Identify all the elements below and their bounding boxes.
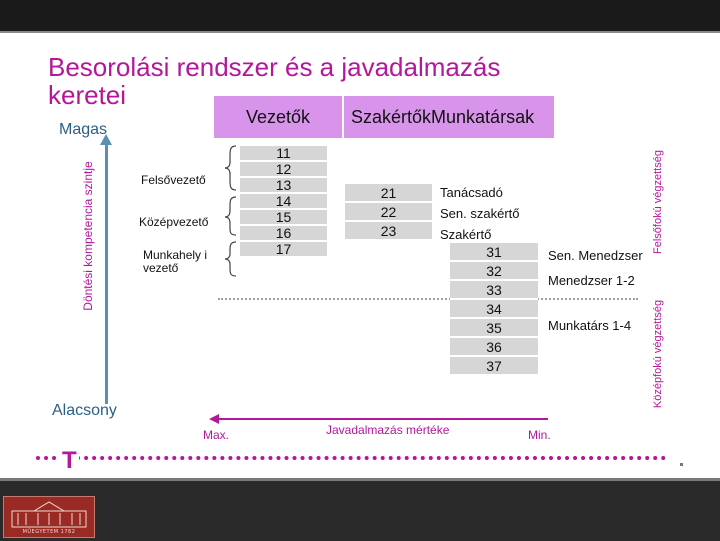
vertical-axis-line	[105, 144, 108, 404]
dotted-brand-line	[36, 456, 666, 460]
slide-title-line1: Besorolási rendszer és a javadalmazás	[48, 52, 501, 82]
grade-cell: 31	[450, 243, 538, 262]
top-bar	[0, 0, 720, 31]
role-label: Munkatárs 1-4	[548, 318, 632, 333]
grade-cell: 35	[450, 319, 538, 338]
role-label: Tanácsadó	[440, 185, 503, 200]
grade-cell: 36	[450, 338, 538, 357]
staff-grade-column	[450, 243, 538, 376]
axis-bottom-label: Alacsony	[52, 402, 117, 419]
upper-education-label: Felsőfokú végzettség	[652, 150, 664, 254]
axis-left-label: Max.	[203, 428, 230, 442]
university-seal-icon	[3, 496, 95, 538]
grade-cell: 32	[450, 262, 538, 281]
group-label-munkahelyi-vezeto: Munkahely i vezető	[143, 248, 208, 275]
grade-cell: 16	[240, 226, 327, 242]
grade-cell: 21	[345, 184, 432, 203]
group-label-felsovezeto: Felsővezető	[141, 173, 206, 187]
bottom-bar	[0, 481, 720, 541]
grade-cell: 37	[450, 357, 538, 376]
group-label-kozepvezeto: Középvezető	[139, 215, 209, 229]
vertical-axis-label: Döntési kompetencia szintje	[81, 161, 95, 311]
leader-grade-column	[240, 146, 327, 258]
horizontal-axis-label: Javadalmazás mértéke	[326, 423, 450, 437]
grade-cell: 12	[240, 162, 327, 178]
role-label: Szakértő	[440, 227, 492, 242]
expert-grade-column	[345, 184, 432, 241]
horizontal-axis-line	[218, 418, 548, 420]
grade-cell: 17	[240, 242, 327, 258]
grade-cell: 34	[450, 300, 538, 319]
grade-cell: 15	[240, 210, 327, 226]
telekom-logo-icon: T	[62, 447, 77, 474]
grade-cell: 11	[240, 146, 327, 162]
role-label: Sen. Menedzser	[548, 248, 643, 263]
header-szakertok-munkatarsak: SzakértőkMunkatársak	[344, 96, 554, 138]
axis-top-label: Magas	[59, 121, 108, 138]
grade-cell: 33	[450, 281, 538, 300]
role-label: Menedzser 1-2	[548, 273, 635, 288]
grade-cell: 22	[345, 203, 432, 222]
grade-cell: 14	[240, 194, 327, 210]
axis-right-label: Min.	[528, 428, 551, 442]
dotted-separator	[218, 298, 638, 300]
grade-cell: 13	[240, 178, 327, 194]
grade-cell: 23	[345, 222, 432, 241]
seal-text: MŰEGYETEM 1782	[22, 529, 76, 535]
header-vezetok: Vezetők	[214, 96, 342, 138]
lower-education-label: Középfokú végzettség	[652, 299, 664, 409]
slide-title-line2: keretei	[48, 80, 127, 110]
top-bar-divider	[0, 31, 720, 33]
group-brace-icons	[222, 144, 242, 280]
end-dot	[680, 463, 683, 466]
role-label: Sen. szakértő	[440, 206, 520, 221]
